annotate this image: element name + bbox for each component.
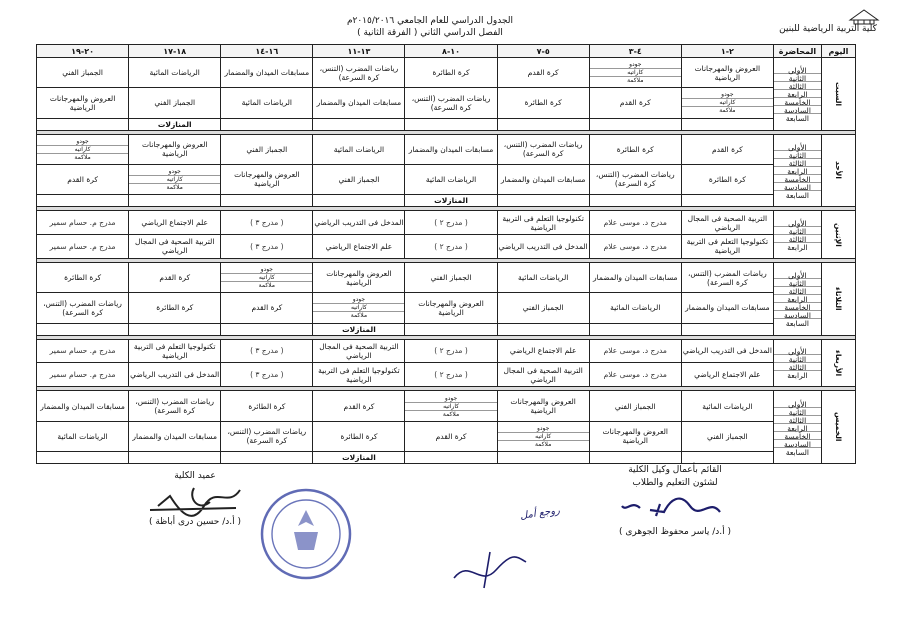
period-label: الثانية bbox=[774, 355, 821, 363]
period-label: الثالثة bbox=[774, 416, 821, 424]
period-label: الأولى bbox=[774, 219, 821, 227]
period-label: الرابعة bbox=[774, 90, 821, 98]
subject-name: الرياضات المائية bbox=[149, 68, 200, 78]
band-cell bbox=[37, 452, 129, 464]
band-cell bbox=[313, 118, 405, 130]
subject-cell bbox=[221, 164, 313, 194]
combat-band-row bbox=[37, 323, 856, 335]
subject-cell bbox=[129, 293, 221, 323]
subject-cell bbox=[129, 88, 221, 118]
combat-sport-item: ملاكمة bbox=[258, 282, 275, 290]
subject-name: الرياضات المائية bbox=[702, 401, 753, 411]
subject-cell bbox=[221, 391, 313, 421]
hall-location: ( مدرج ٢ ) bbox=[405, 211, 497, 235]
period-label: الثانية bbox=[774, 408, 821, 416]
slot-header: ٥-٧ bbox=[497, 45, 589, 58]
theory-subject: تكنولوجيا التعلم فى التربية الرياضية bbox=[313, 363, 405, 387]
subject-cell bbox=[129, 58, 221, 88]
subject-cell bbox=[221, 88, 313, 118]
periods-cell bbox=[773, 134, 821, 207]
schedule-subtitle: الفصل الدراسي الثاني ( الفرقة الثانية ) bbox=[357, 28, 503, 38]
band-cell bbox=[589, 323, 681, 335]
subject-cell bbox=[37, 134, 129, 164]
subject-name: مسابقات الميدان والمضمار bbox=[408, 144, 494, 154]
subject-cell bbox=[37, 58, 129, 88]
subject-cell bbox=[313, 164, 405, 194]
subject-cell bbox=[497, 58, 589, 88]
lecture-header: المحاضرة bbox=[773, 45, 821, 58]
combat-sport-item: كاراتيه bbox=[129, 176, 220, 184]
slot-header: ٢٠-١٩ bbox=[37, 45, 129, 58]
schedule-title: الجدول الدراسي للعام الجامعي ٢٠١٥/٢٠١٦م bbox=[346, 16, 514, 26]
period-label: الثالثة bbox=[774, 287, 821, 295]
subject-cell bbox=[497, 421, 589, 451]
practical-row bbox=[37, 293, 856, 323]
slot-header: ١٣-١١ bbox=[313, 45, 405, 58]
band-cell bbox=[497, 323, 589, 335]
lecture-hall-row bbox=[37, 363, 856, 387]
periods-cell bbox=[773, 339, 821, 387]
theory-subject: المدخل فى التدريب الرياضي bbox=[129, 363, 221, 387]
subject-cell bbox=[497, 293, 589, 323]
theory-subject: تكنولوجيا التعلم فى التربية الرياضية bbox=[681, 235, 773, 259]
band-cell bbox=[37, 195, 129, 207]
subject-name: كرة الطائرة bbox=[340, 431, 378, 441]
subject-name: الجمباز الفني bbox=[430, 273, 472, 283]
theory-subject: تكنولوجيا التعلم فى التربية الرياضية bbox=[497, 211, 589, 235]
subject-name: مسابقات الميدان والمضمار bbox=[685, 303, 770, 313]
band-cell bbox=[405, 118, 497, 130]
subject-cell bbox=[681, 391, 773, 421]
subject-name: كرة الطائرة bbox=[64, 273, 102, 283]
lecture-hall-row bbox=[37, 339, 856, 363]
subject-cell bbox=[313, 134, 405, 164]
theory-subject: علم الاجتماع الرياضي bbox=[681, 363, 773, 387]
slot-header: ١٦-١٤ bbox=[221, 45, 313, 58]
subject-cell bbox=[313, 262, 405, 292]
subject-name: كرة الطائرة bbox=[156, 303, 194, 313]
subject-cell bbox=[405, 391, 497, 421]
subject-cell bbox=[313, 58, 405, 88]
subject-cell bbox=[681, 293, 773, 323]
theory-subject: التربية الصحية فى المجال الرياضي bbox=[129, 235, 221, 259]
hall-location: ( مدرج ٢ ) bbox=[405, 235, 497, 259]
hall-location: مدرج د. موسى علام bbox=[589, 211, 681, 235]
band-cell bbox=[681, 323, 773, 335]
combat-sport-item: ملاكمة bbox=[350, 312, 368, 320]
subject-name: كرة القدم bbox=[527, 68, 559, 78]
band-cell bbox=[589, 118, 681, 130]
period-label: الثانية bbox=[774, 227, 821, 235]
theory-subject: التربية الصحية فى المجال الرياضي bbox=[681, 211, 773, 235]
subject-name: كرة القدم bbox=[619, 98, 651, 108]
subject-name: كرة القدم bbox=[67, 174, 98, 184]
hall-location: ( مدرج ٣ ) bbox=[221, 211, 313, 235]
hall-location: مدرج د. موسى علام bbox=[589, 235, 681, 259]
band-cell bbox=[37, 118, 129, 130]
dean-title: عميد الكلية bbox=[174, 471, 216, 481]
subject-cell bbox=[589, 421, 681, 451]
period-label: الرابعة bbox=[787, 371, 808, 381]
schedule-table bbox=[36, 44, 856, 464]
period-label: الأولى bbox=[774, 347, 821, 355]
period-label: الخامسة bbox=[774, 98, 821, 106]
periods-cell bbox=[773, 391, 821, 464]
combat-sport-item: ملاكمة bbox=[74, 153, 91, 161]
period-label: السابعة bbox=[785, 114, 809, 124]
hall-location: ( مدرج ٣ ) bbox=[221, 235, 313, 259]
theory-subject: التربية الصحية فى المجال الرياضي bbox=[313, 339, 405, 363]
period-label: السادسة bbox=[774, 106, 821, 114]
subject-name: الرياضات المائية bbox=[517, 273, 569, 283]
band-cell bbox=[405, 452, 497, 464]
subject-name: رياضات المضرب (التنس، كرة السرعة) bbox=[595, 170, 675, 189]
subject-cell bbox=[129, 262, 221, 292]
subject-cell bbox=[681, 134, 773, 164]
band-cell bbox=[313, 195, 405, 207]
subject-name: العروض والمهرجانات الرياضية bbox=[418, 298, 484, 317]
subject-cell bbox=[497, 164, 589, 194]
subject-name: كرة الطائرة bbox=[432, 68, 470, 78]
hall-location: مدرج م. حسام سمير bbox=[37, 363, 129, 387]
day-name: الثلاثاء bbox=[821, 262, 855, 335]
practical-row bbox=[37, 58, 856, 88]
hall-location: ( مدرج ٣ ) bbox=[221, 363, 313, 387]
subject-name: كرة الطائرة bbox=[248, 401, 286, 411]
practical-row bbox=[37, 88, 856, 118]
faculty-name: كلية التربية الرياضية للبنين bbox=[779, 24, 877, 34]
band-cell bbox=[497, 452, 589, 464]
subject-name: العروض والمهرجانات الرياضية bbox=[234, 170, 300, 189]
combat-sport-item: جودو bbox=[129, 168, 220, 176]
hall-location: مدرج د. موسى علام bbox=[589, 363, 681, 387]
periods-cell bbox=[773, 211, 821, 259]
band-cell bbox=[681, 195, 773, 207]
subject-name: رياضات المضرب (التنس، كرة السرعة) bbox=[227, 427, 307, 446]
combat-sport-item: جودو bbox=[590, 61, 681, 69]
header-row bbox=[37, 45, 856, 58]
subject-cell bbox=[589, 164, 681, 194]
band-cell bbox=[221, 452, 313, 464]
slot-header: ١٠-٨ bbox=[405, 45, 497, 58]
combat-band: المنازلات bbox=[313, 452, 405, 464]
subject-name: رياضات المضرب (التنس، كرة السرعة) bbox=[688, 268, 767, 287]
band-cell bbox=[129, 195, 221, 207]
period-label: الرابعة bbox=[787, 243, 808, 253]
period-label: الخامسة bbox=[774, 432, 821, 440]
subject-name: الجمباز الفني bbox=[246, 144, 288, 154]
subject-cell bbox=[681, 164, 773, 194]
subject-name: الجمباز الفني bbox=[338, 174, 380, 184]
subject-cell bbox=[129, 164, 221, 194]
band-cell bbox=[129, 323, 221, 335]
period-label: الأولى bbox=[774, 143, 821, 151]
band-cell bbox=[405, 323, 497, 335]
vice-dean-signature bbox=[620, 490, 730, 526]
dean-signature bbox=[140, 482, 250, 520]
subject-cell bbox=[37, 164, 129, 194]
subject-name: رياضات المضرب (التنس، كرة السرعة) bbox=[43, 298, 122, 317]
subject-cell bbox=[405, 293, 497, 323]
hall-location: ( مدرج ٢ ) bbox=[405, 363, 497, 387]
band-cell bbox=[681, 452, 773, 464]
theory-subject: علم الاجتماع الرياضي bbox=[129, 211, 221, 235]
day-name: الخميس bbox=[821, 391, 855, 464]
subject-cell bbox=[221, 421, 313, 451]
day-name: السبت bbox=[821, 58, 855, 131]
subject-cell bbox=[37, 391, 129, 421]
subject-cell bbox=[681, 262, 773, 292]
combat-sport-item: كاراتيه bbox=[37, 146, 128, 154]
combat-sport-item: كاراتيه bbox=[221, 274, 312, 282]
band-cell bbox=[589, 452, 681, 464]
subject-name: كرة الطائرة bbox=[708, 174, 746, 184]
vice-dean-title: القائم بأعمال وكيل الكلية bbox=[628, 465, 722, 475]
theory-subject: المدخل فى التدريب الرياضي bbox=[497, 235, 589, 259]
subject-cell bbox=[313, 88, 405, 118]
subject-cell bbox=[129, 134, 221, 164]
subject-name: الجمباز الفني bbox=[614, 401, 656, 411]
period-label: السابعة bbox=[785, 447, 809, 457]
band-cell bbox=[681, 118, 773, 130]
period-label: الثانية bbox=[774, 151, 821, 159]
subject-name: الجمباز الفني bbox=[522, 303, 564, 313]
period-label: الثالثة bbox=[774, 82, 821, 90]
vice-dean-subtitle: لشئون التعليم والطلاب bbox=[632, 478, 718, 488]
theory-subject: تكنولوجيا التعلم فى التربية الرياضية bbox=[129, 339, 221, 363]
period-label: الثالثة bbox=[774, 363, 821, 371]
subject-cell bbox=[497, 134, 589, 164]
practical-row bbox=[37, 134, 856, 164]
band-cell bbox=[497, 118, 589, 130]
subject-name: كرة القدم bbox=[711, 144, 743, 154]
period-label: السابعة bbox=[785, 319, 809, 329]
period-label: السادسة bbox=[774, 311, 821, 319]
official-stamp bbox=[258, 486, 354, 582]
subject-cell bbox=[37, 262, 129, 292]
combat-band: المنازلات bbox=[129, 118, 221, 130]
subject-cell bbox=[313, 391, 405, 421]
combat-band-row bbox=[37, 195, 856, 207]
theory-subject: التربية الصحية فى المجال الرياضي bbox=[497, 363, 589, 387]
reviewed-note: روجع أمل bbox=[519, 505, 561, 522]
hall-location: مدرج د. موسى علام bbox=[589, 339, 681, 363]
band-cell bbox=[221, 118, 313, 130]
subject-name: الجمباز الفني bbox=[706, 431, 748, 441]
period-label: الرابعة bbox=[774, 295, 821, 303]
period-label: السادسة bbox=[774, 183, 821, 191]
band-cell bbox=[589, 195, 681, 207]
subject-cell bbox=[313, 421, 405, 451]
subject-cell bbox=[37, 293, 129, 323]
band-cell bbox=[497, 195, 589, 207]
subject-name: الجمباز الفني bbox=[62, 68, 103, 78]
subject-name: كرة القدم bbox=[435, 431, 467, 441]
periods-cell bbox=[773, 262, 821, 335]
subject-name: العروض والمهرجانات الرياضية bbox=[326, 268, 392, 287]
subject-cell bbox=[405, 88, 497, 118]
pen-mark bbox=[450, 548, 530, 592]
subject-name: رياضات المضرب (التنس، كرة السرعة) bbox=[319, 63, 399, 82]
band-cell bbox=[221, 195, 313, 207]
day-name: الأربعاء bbox=[821, 339, 855, 387]
subject-cell bbox=[589, 262, 681, 292]
hall-location: ( مدرج ٣ ) bbox=[221, 339, 313, 363]
practical-row bbox=[37, 262, 856, 292]
subject-cell bbox=[589, 293, 681, 323]
period-label: الثالثة bbox=[774, 159, 821, 167]
day-name: الإثنين bbox=[821, 211, 855, 259]
subject-name: كرة الطائرة bbox=[616, 144, 654, 154]
subject-cell bbox=[221, 262, 313, 292]
slot-header: ٢-١ bbox=[681, 45, 773, 58]
subject-name: الرياضات المائية bbox=[57, 431, 108, 441]
subject-name: كرة الطائرة bbox=[524, 98, 562, 108]
combat-band: المنازلات bbox=[313, 323, 405, 335]
subject-name: مسابقات الميدان والمضمار bbox=[592, 273, 678, 283]
subject-name: العروض والمهرجانات الرياضية bbox=[602, 427, 668, 446]
band-cell bbox=[129, 452, 221, 464]
subject-cell bbox=[589, 58, 681, 88]
subject-cell bbox=[681, 58, 773, 88]
subject-cell bbox=[129, 421, 221, 451]
subject-cell bbox=[681, 421, 773, 451]
hall-location: مدرج م. حسام سمير bbox=[37, 211, 129, 235]
subject-name: كرة القدم bbox=[159, 273, 191, 283]
dean-name: ( أ.د/ حسين درى أباظة ) bbox=[148, 517, 242, 527]
subject-cell bbox=[405, 164, 497, 194]
subject-cell bbox=[681, 88, 773, 118]
theory-subject: علم الاجتماع الرياضي bbox=[497, 339, 589, 363]
subject-name: مسابقات الميدان والمضمار bbox=[40, 401, 125, 411]
vice-dean-name: ( أ.د/ ياسر محفوظ الجوهرى ) bbox=[618, 527, 732, 537]
subject-name: كرة القدم bbox=[251, 303, 283, 313]
subject-cell bbox=[221, 134, 313, 164]
period-label: الخامسة bbox=[774, 175, 821, 183]
hall-location: ( مدرج ٢ ) bbox=[405, 339, 497, 363]
subject-cell bbox=[589, 391, 681, 421]
slot-header: ٤-٣ bbox=[589, 45, 681, 58]
subject-name: الجمباز الفني bbox=[154, 98, 196, 108]
lecture-hall-row bbox=[37, 235, 856, 259]
period-label: الثانية bbox=[774, 279, 821, 287]
slot-header: ١٨-١٧ bbox=[129, 45, 221, 58]
band-cell bbox=[37, 323, 129, 335]
period-label: الأولى bbox=[774, 66, 821, 74]
subject-name: العروض والمهرجانات الرياضية bbox=[694, 63, 761, 82]
subject-name: الرياضات المائية bbox=[241, 98, 292, 108]
subject-name: العروض والمهرجانات الرياضية bbox=[510, 397, 576, 416]
subject-name: العروض والمهرجانات الرياضية bbox=[49, 93, 116, 112]
subject-name: رياضات المضرب (التنس، كرة السرعة) bbox=[135, 397, 215, 416]
combat-sport-item: جودو bbox=[498, 425, 589, 433]
combat-sport-item: ملاكمة bbox=[534, 440, 552, 448]
combat-sport-item: جودو bbox=[221, 266, 312, 274]
subject-cell bbox=[405, 262, 497, 292]
day-name: الأحد bbox=[821, 134, 855, 207]
period-label: السابعة bbox=[785, 190, 809, 200]
period-label: الأولى bbox=[774, 400, 821, 408]
combat-band-row bbox=[37, 452, 856, 464]
theory-subject: علم الاجتماع الرياضي bbox=[313, 235, 405, 259]
subject-name: الرياضات المائية bbox=[610, 303, 661, 313]
subject-name: مسابقات الميدان والمضمار bbox=[500, 174, 586, 184]
combat-sport-item: جودو bbox=[682, 91, 773, 99]
subject-cell bbox=[37, 88, 129, 118]
subject-name: العروض والمهرجانات الرياضية bbox=[141, 140, 208, 159]
period-label: الأولى bbox=[774, 271, 821, 279]
combat-band-row bbox=[37, 118, 856, 130]
hall-location: مدرج م. حسام سمير bbox=[37, 235, 129, 259]
subject-name: مسابقات الميدان والمضمار bbox=[224, 68, 310, 78]
subject-name: رياضات المضرب (التنس، كرة السرعة) bbox=[411, 93, 491, 112]
subject-cell bbox=[497, 88, 589, 118]
theory-subject: المدخل فى التدريب الرياضي bbox=[681, 339, 773, 363]
subject-name: رياضات المضرب (التنس، كرة السرعة) bbox=[503, 140, 583, 159]
combat-band: المنازلات bbox=[405, 195, 497, 207]
day-header: اليوم bbox=[821, 45, 855, 58]
subject-name: الرياضات المائية bbox=[333, 144, 385, 154]
combat-sport-item: جودو bbox=[37, 138, 128, 146]
practical-row bbox=[37, 391, 856, 421]
practical-row bbox=[37, 164, 856, 194]
subject-cell bbox=[313, 293, 405, 323]
periods-cell bbox=[773, 58, 821, 131]
subject-name: كرة القدم bbox=[343, 401, 375, 411]
subject-name: مسابقات الميدان والمضمار bbox=[132, 431, 217, 441]
combat-sport-item: ملاكمة bbox=[627, 77, 644, 85]
combat-sport-item: جودو bbox=[313, 296, 404, 304]
combat-sport-item: ملاكمة bbox=[719, 107, 736, 115]
subject-cell bbox=[221, 293, 313, 323]
combat-sport-item: جودو bbox=[405, 395, 496, 403]
subject-cell bbox=[221, 58, 313, 88]
hall-location: مدرج م. حسام سمير bbox=[37, 339, 129, 363]
subject-cell bbox=[589, 88, 681, 118]
practical-row bbox=[37, 421, 856, 451]
subject-cell bbox=[37, 421, 129, 451]
period-label: الثالثة bbox=[774, 235, 821, 243]
period-label: الخامسة bbox=[774, 303, 821, 311]
subject-cell bbox=[405, 58, 497, 88]
subject-cell bbox=[129, 391, 221, 421]
combat-sport-item: ملاكمة bbox=[166, 183, 183, 191]
band-cell bbox=[221, 323, 313, 335]
subject-cell bbox=[497, 391, 589, 421]
period-label: الرابعة bbox=[774, 424, 821, 432]
theory-subject: المدخل فى التدريب الرياضي bbox=[313, 211, 405, 235]
combat-sport-item: كاراتيه bbox=[682, 99, 773, 107]
combat-sport-item: كاراتيه bbox=[313, 304, 404, 312]
combat-sport-item: كاراتيه bbox=[498, 433, 589, 441]
period-label: السادسة bbox=[774, 440, 821, 448]
combat-sport-item: ملاكمة bbox=[442, 410, 460, 418]
subject-cell bbox=[589, 134, 681, 164]
subject-name: مسابقات الميدان والمضمار bbox=[316, 98, 402, 108]
subject-name: الرياضات المائية bbox=[425, 174, 477, 184]
combat-sport-item: كاراتيه bbox=[590, 69, 681, 77]
period-label: الثانية bbox=[774, 74, 821, 82]
combat-sport-item: كاراتيه bbox=[405, 403, 496, 411]
subject-cell bbox=[405, 134, 497, 164]
subject-cell bbox=[405, 421, 497, 451]
period-label: الرابعة bbox=[774, 167, 821, 175]
subject-cell bbox=[497, 262, 589, 292]
lecture-hall-row bbox=[37, 211, 856, 235]
